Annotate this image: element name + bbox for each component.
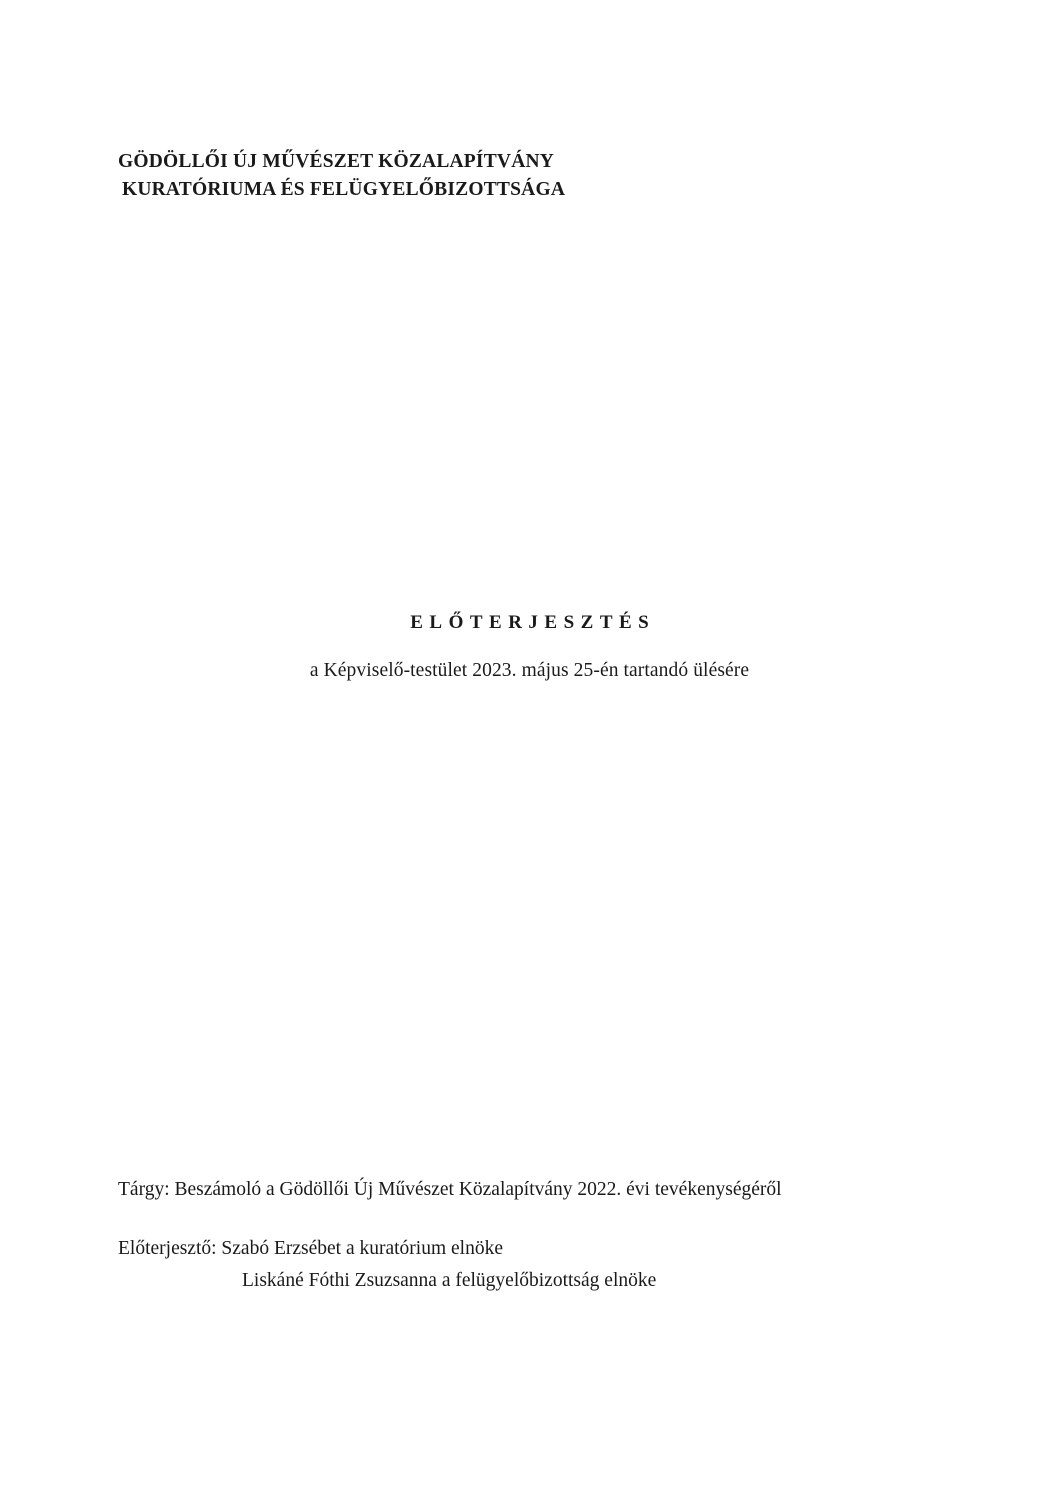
letterhead-line-1: GÖDÖLLŐI ÚJ MŰVÉSZET KÖZALAPÍTVÁNY — [118, 151, 555, 172]
page-subtitle: a Képviselő-testület 2023. május 25-én tartandó ülésére — [309, 660, 750, 681]
letterhead-line-2: KURATÓRIUMA ÉS FELÜGYELŐBIZOTTSÁGA — [122, 178, 566, 200]
letterhead — [118, 148, 878, 203]
subject-line: Tárgy: Beszámoló a Gödöllői Új Művészet Közalapítvány 2022. évi tevékenységéről — [118, 1179, 782, 1200]
page-title: ELŐTERJESZTÉS — [410, 612, 656, 633]
title-block — [0, 612, 1059, 682]
presenter-line-2: Liskáné Fóthi Zsuzsanna a felügyelőbizottság elnöke — [242, 1269, 657, 1291]
document-meta — [118, 1175, 948, 1295]
presenter-line-1: Előterjesztő: Szabó Erzsébet a kuratórium elnöke — [118, 1238, 503, 1260]
